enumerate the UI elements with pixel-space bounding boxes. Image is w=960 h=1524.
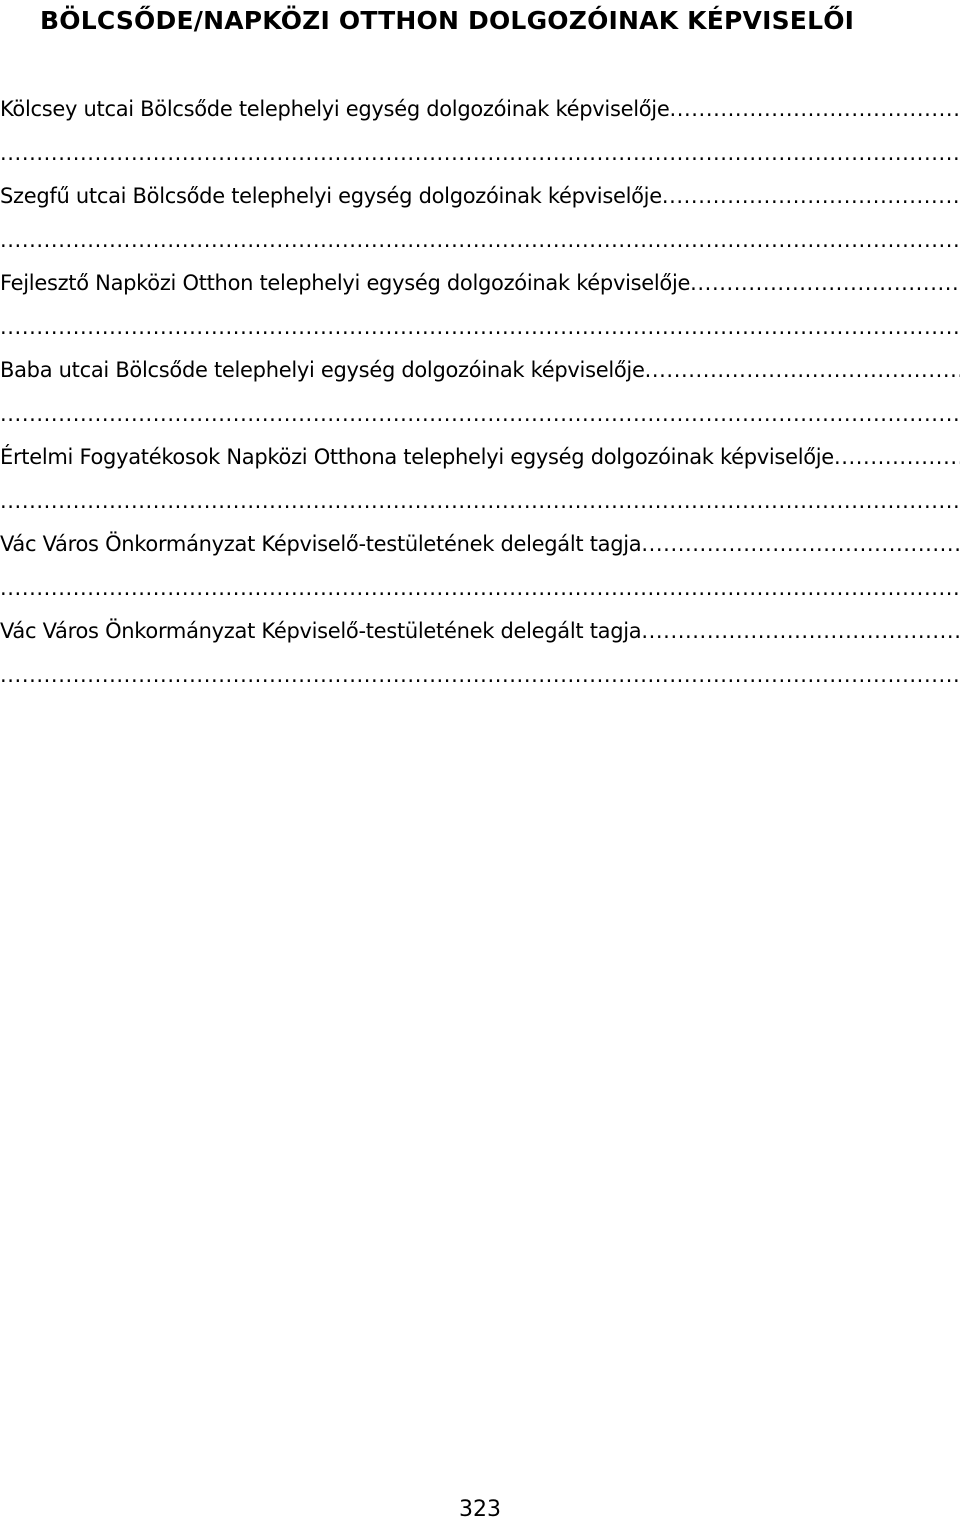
entry-label: Vác Város Önkormányzat Képviselő-testületének delegált tagja [0,532,642,556]
signature-entry-fejleszto [0,261,960,349]
entry-line [0,348,960,392]
signature-entry-kolcsey [0,87,960,175]
entry-label: Vác Város Önkormányzat Képviselő-testületének delegált tagja [0,619,642,643]
signature-entry-baba [0,348,960,436]
signature-entry-delegate-1 [0,522,960,610]
signature-dot-line [0,566,960,610]
entry-label: Baba utcai Bölcsőde telephelyi egység dolgozóinak képviselője [0,358,645,382]
dot-leader [641,522,960,566]
signature-dot-line [0,653,960,697]
dot-leader [834,435,960,479]
entry-line [0,609,960,653]
signature-dot-line [0,131,960,175]
entry-line [0,174,960,218]
entry-label: Értelmi Fogyatékosok Napközi Otthona telephelyi egység dolgozóinak képviselője [0,445,834,469]
entry-line [0,435,960,479]
dot-leader [662,174,960,218]
dot-leader [641,609,960,653]
dot-leader [645,348,960,392]
entry-label: Kölcsey utcai Bölcsőde telephelyi egység dolgozóinak képviselője [0,97,670,121]
signature-entry-ertelmi [0,435,960,523]
signature-entry-delegate-2 [0,609,960,697]
signature-entry-szegfu [0,174,960,262]
entry-label: Szegfű utcai Bölcsőde telephelyi egység dolgozóinak képviselője [0,184,662,208]
signature-dot-line [0,218,960,262]
entry-label: Fejlesztő Napközi Otthon telephelyi egység dolgozóinak képviselője [0,271,691,295]
signature-dot-line [0,392,960,436]
signature-dot-line [0,305,960,349]
dot-leader [690,261,960,305]
entry-line [0,522,960,566]
page-title: BÖLCSŐDE/NAPKÖZI OTTHON DOLGOZÓINAK KÉPVISELŐI [40,6,855,35]
signature-dot-line [0,479,960,523]
entry-line [0,87,960,131]
entry-line [0,261,960,305]
dot-leader [669,87,960,131]
page-number: 323 [459,1497,501,1522]
